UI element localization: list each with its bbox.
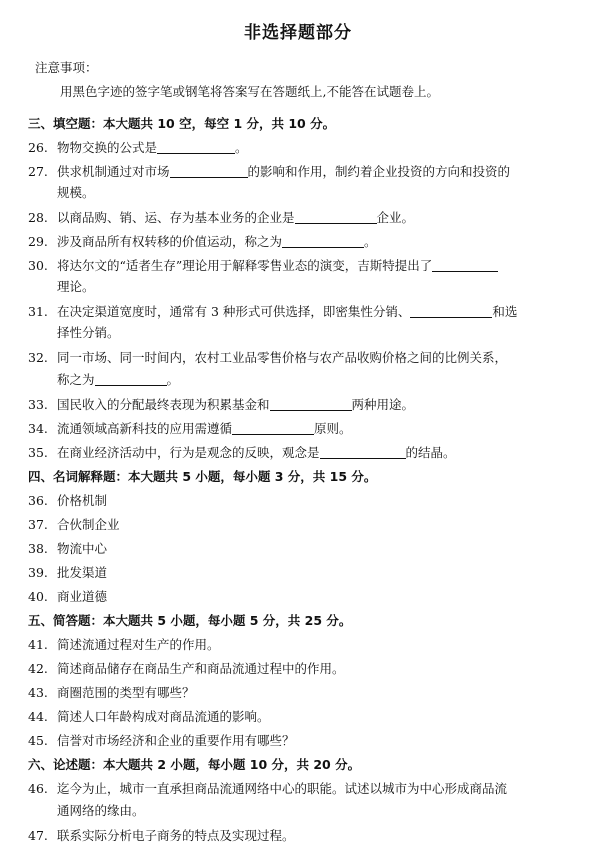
question-number: 45. — [28, 733, 48, 748]
question-text: 合伙制企业 — [57, 517, 120, 532]
question-text: 国民收入的分配最终表现为积累基金和 — [57, 397, 270, 412]
question-number: 46. — [28, 781, 48, 796]
question-text: 涉及商品所有权转移的价值运动，称之为 — [57, 234, 283, 249]
section-heading-fill-in: 三、填空题：本大题共 10 空，每空 1 分，共 10 分。 — [28, 116, 336, 131]
answer-blank — [295, 211, 377, 224]
answer-blank — [410, 305, 492, 318]
page-title: 非选择题部分 — [244, 23, 352, 43]
question-35 — [28, 445, 568, 461]
question-number: 34. — [28, 421, 48, 436]
question-number: 42. — [28, 661, 48, 676]
question-number: 43. — [28, 685, 48, 700]
question-number: 44. — [28, 709, 48, 724]
answer-blank — [270, 398, 352, 411]
notice-body: 用黑色字迹的签字笔或钢笔将答案写在答题纸上,不能答在试题卷上。 — [60, 84, 439, 99]
question-text: 。 — [364, 234, 377, 249]
question-number: 40. — [28, 589, 48, 604]
question-text: 价格机制 — [57, 493, 108, 508]
question-28 — [28, 210, 568, 226]
question-text: 物物交换的公式是 — [57, 140, 158, 155]
question-27-continued: 规模。 — [57, 185, 95, 200]
question-45 — [28, 733, 568, 749]
question-text: 物流中心 — [57, 541, 108, 556]
question-43 — [28, 685, 568, 701]
question-text: 简述流通过程对生产的作用。 — [57, 637, 220, 652]
question-36 — [28, 493, 568, 509]
question-30 — [28, 258, 568, 274]
question-40 — [28, 589, 568, 605]
notice-heading: 注意事项： — [35, 60, 98, 75]
question-text: 。 — [166, 372, 180, 387]
question-27 — [28, 164, 568, 180]
question-number: 33. — [28, 397, 48, 412]
question-number: 27. — [28, 164, 48, 179]
question-37 — [28, 517, 568, 533]
question-46-continued: 通网络的缘由。 — [57, 803, 145, 818]
question-number: 29. — [28, 234, 48, 249]
answer-blank — [170, 165, 248, 178]
question-text: 。 — [235, 140, 248, 155]
question-number: 38. — [28, 541, 48, 556]
question-number: 37. — [28, 517, 48, 532]
answer-blank — [432, 259, 498, 272]
section-heading-short-answer: 五、简答题：本大题共 5 小题，每小题 5 分，共 25 分。 — [28, 613, 352, 628]
answer-blank — [282, 235, 364, 248]
question-text: 在决定渠道宽度时，通常有 3 种形式可供选择，即密集性分销、 — [57, 304, 411, 319]
question-31 — [28, 304, 568, 320]
question-32 — [28, 350, 568, 366]
question-number: 28. — [28, 210, 48, 225]
question-number: 26. — [28, 140, 48, 155]
answer-blank — [232, 422, 314, 435]
question-text: 将达尔文的“适者生存”理论用于解释零售业态的演变，吉斯特提出了 — [57, 258, 433, 273]
question-26 — [28, 140, 568, 156]
question-number: 32. — [28, 350, 48, 365]
question-text: 批发渠道 — [57, 565, 108, 580]
answer-blank — [95, 373, 167, 386]
question-text: 联系实际分析电子商务的特点及实现过程。 — [57, 828, 295, 843]
question-text: 在商业经济活动中，行为是观念的反映，观念是 — [57, 445, 320, 460]
question-number: 39. — [28, 565, 48, 580]
answer-blank — [157, 141, 235, 154]
question-text: 的影响和作用，制约着企业投资的方向和投资的 — [247, 164, 511, 179]
question-text: 简述人口年龄构成对商品流通的影响。 — [57, 709, 270, 724]
question-34 — [28, 421, 568, 437]
question-number: 41. — [28, 637, 48, 652]
question-text: 简述商品储存在商品生产和商品流通过程中的作用。 — [57, 661, 345, 676]
question-44 — [28, 709, 568, 725]
question-text: 原则。 — [314, 421, 352, 436]
question-41 — [28, 637, 568, 653]
question-text: 迄今为止，城市一直承担商品流通网络中心的职能。试述以城市为中心形成商品流 — [57, 781, 508, 796]
question-39 — [28, 565, 568, 581]
section-heading-term-definitions: 四、名词解释题：本大题共 5 小题，每小题 3 分，共 15 分。 — [28, 469, 377, 484]
question-text: 两种用途。 — [351, 397, 415, 412]
question-42 — [28, 661, 568, 677]
question-text: 以商品购、销、运、存为基本业务的企业是 — [57, 210, 295, 225]
question-33 — [28, 397, 568, 413]
question-number: 35. — [28, 445, 48, 460]
question-text: 企业。 — [376, 210, 415, 225]
question-38 — [28, 541, 568, 557]
question-number: 36. — [28, 493, 48, 508]
question-text: 同一市场、同一时间内，农村工业品零售价格与农产品收购价格之间的比例关系， — [57, 350, 508, 365]
question-text: 商业道德 — [57, 589, 108, 604]
question-46 — [28, 781, 568, 797]
question-31-continued: 择性分销。 — [57, 325, 120, 340]
question-number: 30. — [28, 258, 48, 273]
question-29 — [28, 234, 568, 250]
question-number: 47. — [28, 828, 48, 843]
question-32-continued — [57, 372, 179, 388]
question-text: 商圈范围的类型有哪些？ — [57, 685, 195, 700]
answer-blank — [320, 446, 406, 459]
question-text: 的结晶。 — [405, 445, 456, 460]
question-number: 31. — [28, 304, 48, 319]
question-text: 供求机制通过对市场 — [57, 164, 170, 179]
question-47 — [28, 828, 568, 844]
question-text: 和选 — [492, 304, 518, 319]
question-30-continued: 理论。 — [57, 279, 95, 294]
question-text: 信誉对市场经济和企业的重要作用有哪些？ — [57, 733, 295, 748]
section-heading-essay: 六、论述题：本大题共 2 小题，每小题 10 分，共 20 分。 — [28, 757, 361, 772]
question-text: 流通领域高新科技的应用需遵循 — [57, 421, 233, 436]
question-text: 称之为 — [57, 372, 95, 387]
